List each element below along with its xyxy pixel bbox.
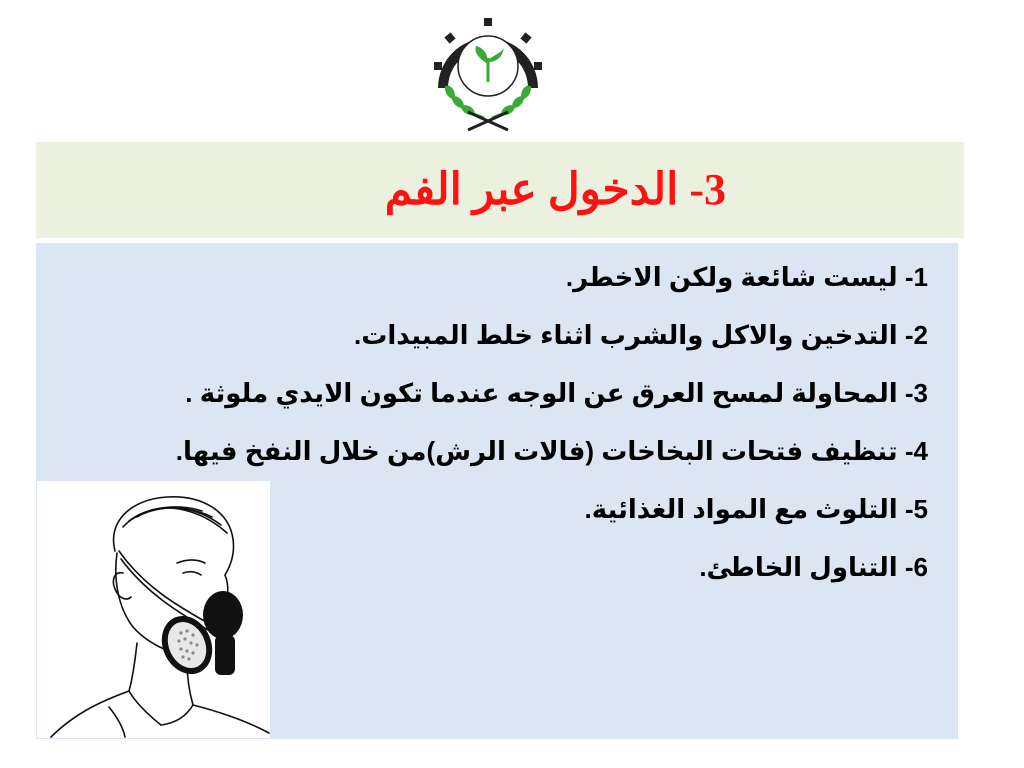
- union-emblem-logo-icon: [416, 0, 560, 138]
- list-item: 2- التدخين والاكل والشرب اثناء خلط المبيدات.: [353, 320, 928, 350]
- slide-title: 3- الدخول عبر الفم: [384, 165, 726, 214]
- list-item: 5- التلوث مع المواد الغذائية.: [584, 494, 928, 524]
- list-item: 1- ليست شائعة ولكن الاخطر.: [565, 262, 928, 292]
- title-bar: [36, 142, 964, 238]
- list-item: 4- تنظيف فتحات البخاخات (فالات الرش)من خلال النفخ فيها.: [175, 436, 928, 466]
- respirator-mask-man-icon: [37, 481, 270, 738]
- list-item: 6- التناول الخاطئ.: [699, 552, 928, 582]
- logo: [416, 0, 560, 138]
- list-item: 3- المحاولة لمسح العرق عن الوجه عندما تكون الايدي ملوثة .: [185, 378, 928, 408]
- respirator-illustration: [37, 481, 270, 738]
